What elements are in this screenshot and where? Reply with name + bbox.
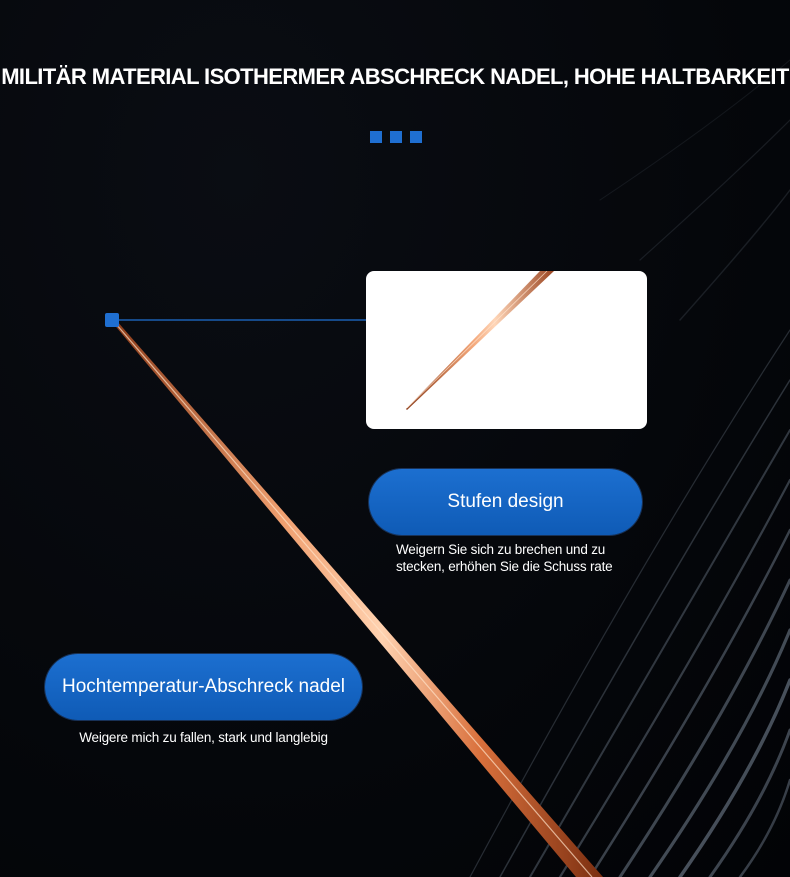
feature-description-line: stecken, erhöhen Sie die Schuss rate — [396, 559, 613, 574]
anchor-marker — [105, 313, 119, 327]
dot — [410, 131, 422, 143]
feature-pill-hochtemperatur — [45, 654, 362, 720]
feature-pill-stufen-design — [369, 469, 642, 535]
dot — [390, 131, 402, 143]
feature-description-line: Weigern Sie sich zu brechen und zu — [396, 542, 606, 557]
needle-closeup-image — [366, 271, 647, 429]
feature-title: Hochtemperatur-Abschreck nadel — [61, 676, 346, 697]
feature-description: Weigere mich zu fallen, stark und langlebig — [79, 730, 328, 745]
needle-closeup-card — [366, 271, 647, 429]
feature-description — [396, 541, 646, 575]
page-title: MILITÄR MATERIAL ISOTHERMER ABSCHRECK NADEL, HOHE HALTBARKEIT — [1, 64, 789, 89]
feature-title: Stufen design — [447, 491, 564, 512]
decorative-dots — [370, 131, 422, 143]
dot — [370, 131, 382, 143]
